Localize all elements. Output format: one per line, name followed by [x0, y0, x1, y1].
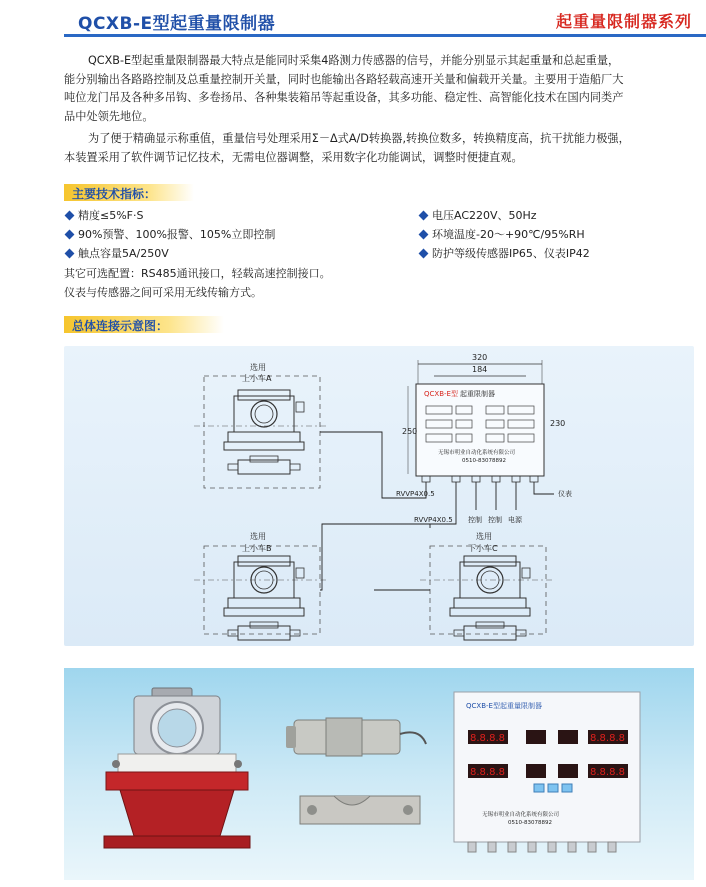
diamond-bullet-icon	[65, 211, 75, 221]
sensor-a-optional: 选用	[250, 363, 266, 372]
controller-subtitle: 起重限制器	[460, 390, 495, 398]
intro-line: 为了便于精确显示称重值，重量信号处理采用Σ－Δ式A/D转换器,转换位数多，转换精度高，抗干扰能力极强，	[88, 132, 630, 145]
series-title: 起重量限制器系列	[555, 12, 692, 31]
spec-item	[64, 225, 275, 244]
dim-width-outer: 320	[472, 353, 488, 362]
spec-item	[64, 244, 275, 263]
diamond-bullet-icon	[419, 211, 429, 221]
intro-paragraph-2	[64, 130, 694, 167]
diamond-bullet-icon	[419, 230, 429, 240]
spec-text: 精度≤5%F·S	[78, 209, 144, 222]
led-display-1: 8.8.8.8	[470, 733, 505, 744]
sensor-b-drawing	[224, 556, 304, 640]
intro-line: QCXB-E型起重量限制器最大特点是能同时采集4路测力传感器的信号，并能分别显示其起重量和总起重量，	[88, 54, 620, 67]
bar-sensor-photo	[300, 796, 420, 824]
extra-line: 仪表与传感器之间可采用无线传输方式。	[64, 286, 262, 299]
spec-text: 防护等级传感器IP65、仪表IP42	[432, 247, 590, 260]
extra-line: 其它可选配置：RS485通讯接口，轻载高速控制接口。	[64, 267, 331, 280]
product-photos	[64, 668, 694, 880]
intro-line: 吨位龙门吊及各种多吊钩、多卷扬吊、各种集装箱吊等起重设备，其多功能、稳定性、高智能化技术在国内同类产	[64, 91, 624, 104]
spec-text: 触点容量5A/250V	[78, 247, 169, 260]
connection-diagram-svg	[64, 346, 694, 646]
product-title: QCXB-E型起重量限制器	[78, 14, 276, 34]
sensor-b-box	[204, 546, 320, 634]
sensor-a-drawing	[224, 390, 304, 474]
port-control-1: 控制	[468, 516, 482, 524]
ring-sensor-photo	[104, 688, 250, 848]
led-display-2: 8.8.8.8	[590, 733, 625, 744]
diagram-heading: 总体连接示意图：	[72, 319, 169, 333]
photo-phone: 0510-83078892	[508, 820, 552, 826]
header-rule	[64, 34, 706, 37]
cable-label-1: RVVP4X0.5	[396, 490, 435, 498]
spec-text: 电压AC220V、50Hz	[432, 209, 537, 222]
spec-item	[64, 206, 275, 225]
diamond-bullet-icon	[419, 249, 429, 259]
port-power: 电源	[508, 516, 522, 524]
photo-panel-title: QCXB-E型起重量限制器	[466, 702, 542, 710]
specs-right-column	[418, 206, 590, 263]
port-control-2: 控制	[488, 516, 502, 524]
intro-line: 本装置采用了软件调节记忆技术，无需电位器调整，采用数字化功能调试，调整时便捷直观。	[64, 150, 523, 164]
led-display-3: 8.8.8.8	[470, 767, 505, 778]
spec-item	[418, 206, 590, 225]
sensor-b-label: 上小车B	[242, 544, 272, 553]
controller-drawing	[402, 353, 565, 482]
intro-line: 品中处领先地位。	[64, 109, 154, 123]
product-photos-svg	[64, 668, 694, 880]
led-display-4: 8.8.8.8	[590, 767, 625, 778]
specs-heading: 主要技术指标：	[72, 187, 157, 201]
controller-company: 无锡市明业自动化系统有限公司	[438, 450, 516, 456]
controller-photo	[454, 692, 640, 852]
sensor-c-box	[430, 546, 546, 634]
sensor-a-label: 上小车A	[242, 374, 272, 383]
pin-sensor-photo	[286, 718, 426, 756]
spec-text: 环境温度-20～+90℃/95%RH	[432, 228, 585, 241]
dim-height-outer: 250	[402, 427, 418, 436]
sensor-c-label: 下小车C	[468, 544, 498, 553]
specs-left-column	[64, 206, 275, 263]
page-header	[0, 0, 706, 34]
sensor-c-drawing	[450, 556, 530, 640]
port-meter: 仪表	[558, 490, 572, 498]
controller-title: QCXB-E型	[424, 390, 458, 398]
photo-company: 无锡市明业自动化系统有限公司	[482, 812, 560, 818]
cable-label-2: RVVP4X0.5	[414, 516, 453, 524]
sensor-b-optional: 选用	[250, 532, 266, 541]
diamond-bullet-icon	[65, 230, 75, 240]
specs-heading-bar	[64, 184, 194, 201]
diagram-heading-bar	[64, 316, 224, 333]
intro-line: 能分别输出各路路控制及总重量控制开关量，同时也能输出各路轻载高速开关量和偏载开关量。主要用于造船厂大	[64, 72, 624, 86]
connection-diagram	[64, 346, 694, 646]
intro-paragraph-1	[64, 52, 694, 126]
spec-text: 90%预警、100%报警、105%立即控制	[78, 228, 276, 241]
specs-extra	[64, 264, 331, 302]
spec-item	[418, 225, 590, 244]
diamond-bullet-icon	[65, 249, 75, 259]
controller-phone: 0510-83078892	[462, 458, 506, 464]
dim-height-inner: 230	[550, 419, 566, 428]
dim-width-inner: 184	[472, 365, 488, 374]
sensor-c-optional: 选用	[476, 532, 492, 541]
spec-item	[418, 244, 590, 263]
